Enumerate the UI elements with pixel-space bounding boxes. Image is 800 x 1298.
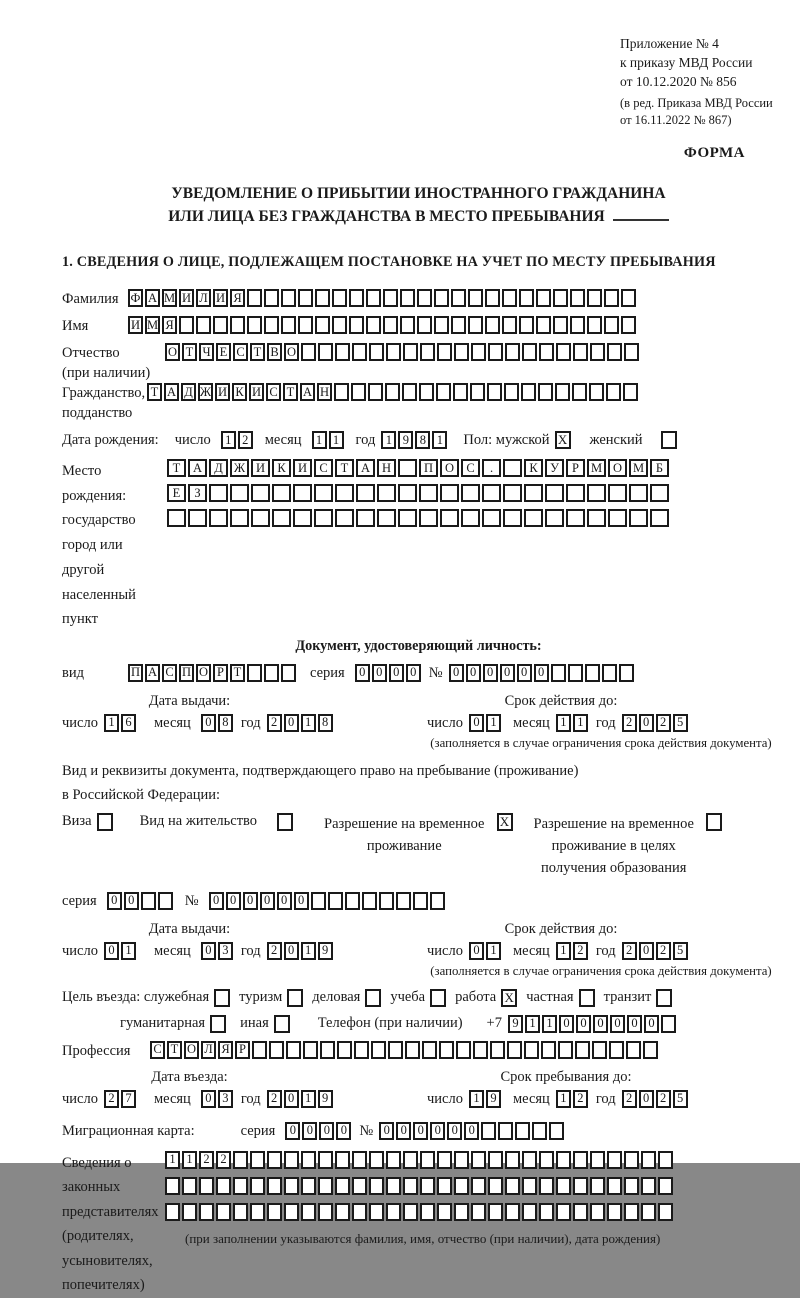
doc-issue-year-input[interactable]: 2 0 1 8 (267, 714, 335, 732)
patronymic-input[interactable]: О Т Ч Е С Т В О (165, 343, 641, 361)
legal-header-amendment (620, 95, 775, 129)
year-label: год (355, 432, 376, 448)
birthplace-block (62, 459, 775, 632)
doc-type-label: вид (62, 664, 84, 681)
residence-issue-date: число 0 1 месяц 0 3 год 2 0 1 9 (62, 941, 427, 961)
residence-issue-month-input[interactable]: 0 3 (201, 942, 235, 960)
representatives-line2-input[interactable] (165, 1177, 675, 1195)
header-line: Приложение № 4 (620, 36, 719, 51)
representatives-block (62, 1151, 775, 1298)
doc-valid-day-input[interactable]: 0 1 (469, 714, 503, 732)
doc-issue-day-input[interactable]: 1 6 (104, 714, 138, 732)
entry-date: число 2 7 месяц 0 3 год 2 0 1 9 (62, 1089, 427, 1109)
temp-residence-edu-checkbox[interactable] (706, 813, 722, 831)
doc-issue-month-input[interactable]: 0 8 (201, 714, 235, 732)
profession-input[interactable]: С Т О Л Я Р (150, 1041, 660, 1059)
citizenship-row (62, 383, 775, 423)
stay-month-input[interactable]: 1 2 (556, 1090, 590, 1108)
profession-row (62, 1041, 775, 1061)
doc-valid-month-input[interactable]: 1 1 (556, 714, 590, 732)
sex-male-label: Пол: мужской (463, 432, 550, 448)
doc-issue-heading: Дата выдачи: (148, 692, 231, 709)
header-line: от 10.12.2020 № 856 (620, 74, 737, 89)
entry-date-heading: Дата въезда: (151, 1068, 228, 1085)
doc-valid-date: число 0 1 месяц 1 1 год 2 0 2 5 (427, 713, 775, 733)
entry-year-input[interactable]: 2 0 1 9 (267, 1090, 335, 1108)
purpose-label: Цель въезда: служебная (62, 989, 210, 1006)
entry-date-col (62, 1068, 427, 1109)
residence-series-input[interactable]: 0 0 (107, 892, 175, 910)
doc-number-label: № (428, 664, 443, 681)
birth-day-input[interactable]: 1 2 (221, 431, 255, 449)
doc-valid-col (427, 692, 775, 751)
stay-until-heading: Срок пребывания до: (500, 1068, 632, 1085)
identity-doc-dates (62, 692, 775, 751)
stay-until-col (427, 1068, 775, 1109)
migration-card-label: Миграционная карта: (62, 1122, 195, 1139)
doc-number-input[interactable]: 0 0 0 0 0 0 (449, 664, 636, 682)
purpose-humanitarian-label: гуманитарная (120, 1015, 206, 1032)
doc-valid-year-input[interactable]: 2 0 2 5 (622, 714, 690, 732)
residence-intro2: в Российской Федерации: (62, 786, 221, 803)
residence-options (62, 813, 775, 879)
day-label: число (174, 432, 211, 448)
visa-checkbox[interactable] (97, 813, 113, 831)
temp-residence-checkbox[interactable]: X (497, 813, 513, 831)
temp-residence-edu-option: Разрешение на временное проживание в целях получения образования (534, 813, 727, 879)
patronymic-row (62, 343, 775, 383)
birthplace-inputs (167, 459, 671, 527)
purpose-work-checkbox[interactable]: X (501, 989, 517, 1007)
stay-until-date: число 1 9 месяц 1 2 год 2 0 2 5 (427, 1089, 775, 1109)
patronymic-label: Отчество (при наличии) (62, 345, 151, 381)
section1-heading: 1. СВЕДЕНИЯ О ЛИЦЕ, ПОДЛЕЖАЩЕМ ПОСТАНОВКЕ НА УЧЕТ ПО МЕСТУ ПРЕБЫВАНИЯ (62, 254, 716, 270)
doc-issue-date: число 1 6 месяц 0 8 год 2 0 1 8 (62, 713, 427, 733)
header-line: от 16.11.2022 № 867) (620, 113, 732, 127)
representatives-note: (при заполнении указываются фамилия, имя, отчество (при наличии), дата рождения) (185, 1230, 661, 1246)
purpose-row: Цель въезда: служебная туризм деловая учеба работа X частная транзит (62, 989, 775, 1007)
entry-dates (62, 1068, 775, 1109)
sex-male-checkbox[interactable]: X (555, 431, 571, 449)
phone-prefix: +7 (486, 1015, 502, 1032)
purpose-other-label: иная (240, 1015, 269, 1032)
temp-residence-option: Разрешение на временное проживание X (324, 813, 517, 857)
residence-number-input[interactable]: 0 0 0 0 0 0 (209, 892, 447, 910)
form-title-line1: УВЕДОМЛЕНИЕ О ПРИБЫТИИ ИНОСТРАННОГО ГРАЖДАНИНА (171, 185, 666, 202)
entry-month-input[interactable]: 0 3 (201, 1090, 235, 1108)
profession-label: Профессия (62, 1042, 131, 1059)
birth-year-input[interactable]: 1 9 8 1 (381, 431, 449, 449)
doc-issue-col (62, 692, 427, 733)
identity-doc-heading: Документ, удостоверяющий личность: (295, 637, 542, 654)
name-input[interactable]: И М Я (128, 316, 638, 334)
representatives-inputs (165, 1151, 675, 1247)
residence-issue-day-input[interactable]: 0 1 (104, 942, 138, 960)
name-row (62, 316, 775, 336)
header-line: к приказу МВД России (620, 55, 753, 70)
representatives-label: Сведения о законных представителях (родителях, усыновителях, попечителях) (62, 1154, 159, 1294)
residence-dates (62, 920, 775, 979)
residence-valid-year-input[interactable]: 2 0 2 5 (622, 942, 690, 960)
residence-valid-date: число 0 1 месяц 1 2 год 2 0 2 5 (427, 941, 775, 961)
birthdate-row (62, 430, 775, 450)
doc-series-label: серия (310, 664, 345, 681)
purpose-row2 (120, 1015, 775, 1033)
residence-valid-note: (заполняется в случае ограничения срока действия документа) (430, 963, 772, 978)
doc-valid-heading: Срок действия до: (504, 692, 618, 709)
phone-label: Телефон (при наличии) (317, 1015, 463, 1032)
residence-permit-checkbox[interactable] (277, 813, 293, 831)
birthdate-label: Дата рождения: (62, 432, 159, 448)
purpose-official-checkbox[interactable] (214, 989, 230, 1007)
migration-card-series-input[interactable]: 0 0 0 0 (285, 1122, 353, 1140)
purpose-business-checkbox[interactable] (365, 989, 381, 1007)
residence-intro1: Вид и реквизиты документа, подтверждающего право на пребывание (проживание) (62, 762, 579, 779)
citizenship-input[interactable]: Т А Д Ж И К И С Т А Н (147, 383, 640, 401)
residence-valid-day-input[interactable]: 0 1 (469, 942, 503, 960)
doc-valid-note: (заполняется в случае ограничения срока действия документа) (430, 735, 772, 750)
stay-year-input[interactable]: 2 0 2 5 (622, 1090, 690, 1108)
representatives-line1-input[interactable]: 1 1 2 2 (165, 1151, 675, 1169)
birthplace-line3-input[interactable] (167, 509, 671, 527)
entry-day-input[interactable]: 2 7 (104, 1090, 138, 1108)
residence-valid-col: Срок действия до: число 0 1 месяц 1 2 год 2 0 2 5 (заполняется в случае ограничения срока действия документа) (427, 920, 775, 979)
migration-card-row: Миграционная карта: серия 0 0 0 0 № 0 0 0 0 0 0 (62, 1121, 775, 1141)
form-label: ФОРМА (683, 145, 745, 161)
purpose-transit-checkbox[interactable] (656, 989, 672, 1007)
birthplace-line2-input[interactable]: Е З (167, 484, 671, 502)
phone-input[interactable]: 9 1 1 0 0 0 0 0 0 (508, 1015, 678, 1033)
sex-female-checkbox[interactable] (661, 431, 677, 449)
legal-header (620, 34, 775, 91)
residence-issue-year-input[interactable]: 2 0 1 9 (267, 942, 335, 960)
surname-input[interactable]: Ф А М И Л И Я (128, 289, 638, 307)
form-title (62, 182, 775, 228)
form-title-line2: ИЛИ ЛИЦА БЕЗ ГРАЖДАНСТВА В МЕСТО ПРЕБЫВАНИЯ (62, 205, 775, 228)
residence-issue-col: Дата выдачи: число 0 1 месяц 0 3 год 2 0 1 9 (62, 920, 427, 961)
surname-label: Фамилия (62, 291, 119, 307)
month-label: месяц (264, 432, 302, 448)
title-underline (613, 219, 669, 221)
birthplace-line1-input[interactable]: Т А Д Ж И К И С Т А Н П О С . К У Р М О М Б (167, 459, 671, 477)
sex-female-label: женский (589, 432, 643, 448)
representatives-line3-input[interactable] (165, 1203, 675, 1221)
visa-option: Виза (62, 813, 118, 831)
stay-day-input[interactable]: 1 9 (469, 1090, 503, 1108)
doc-series-input[interactable]: 0 0 0 0 (355, 664, 423, 682)
surname-row (62, 289, 775, 309)
header-line: (в ред. Приказа МВД России (620, 96, 773, 110)
doc-type-input[interactable]: П А С П О Р Т (128, 664, 298, 682)
residence-doc-block (62, 759, 775, 979)
residence-valid-month-input[interactable]: 1 2 (556, 942, 590, 960)
residence-permit-option: Вид на жительство (140, 813, 298, 831)
purpose-tourism-checkbox[interactable] (287, 989, 303, 1007)
name-label: Имя (62, 318, 89, 334)
birth-month-input[interactable]: 1 1 (312, 431, 346, 449)
purpose-other-checkbox[interactable] (274, 1015, 290, 1033)
identity-doc-row (62, 663, 775, 683)
residence-series-row: серия 0 0 № 0 0 0 0 0 0 (62, 891, 775, 911)
purpose-humanitarian-checkbox[interactable] (210, 1015, 226, 1033)
citizenship-label: Гражданство, подданство (62, 385, 146, 421)
purpose-study-checkbox[interactable] (430, 989, 446, 1007)
purpose-private-checkbox[interactable] (579, 989, 595, 1007)
birthplace-label: Место рождения: государство город или другой населенный пункт (62, 463, 136, 628)
migration-card-number-input[interactable]: 0 0 0 0 0 0 (379, 1122, 566, 1140)
